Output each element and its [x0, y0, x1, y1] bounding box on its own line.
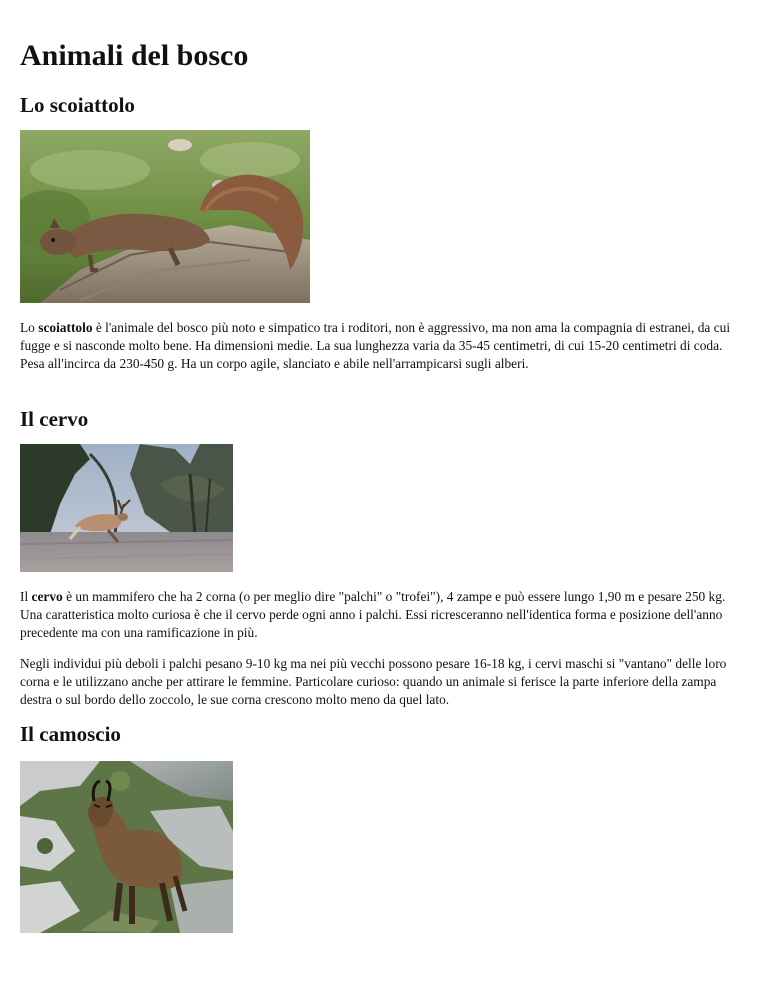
paragraph-cervo-2: Negli individui più deboli i palchi pesano 9-10 kg ma nei più vecchi possono pesare 16-18 kg, i cervi maschi si "vantano" delle loro corna e le utilizzano anche per attirare le femmine. Particolare curioso: quando un animale si ferisce la parte inferiore della zampa destra o sul bordo dello zoccolo, le sue corna crescono molto meno da quel lato. — [20, 656, 727, 707]
paragraph-scoiattolo-body: è l'animale del bosco più noto e simpatico tra i roditori, non è aggressivo, ma non ama la compagnia di estranei, da cui fugge e si nasconde molto bene. Ha dimensioni medie. La sua lunghezza varia da 35-45 centimetri, di cui 15-20 centimetri di coda. Pesa all'incirca da 230-450 g. Ha un corpo agile, slanciato e abile nell'arrampicarsi sugli alberi. — [20, 320, 731, 371]
section-heading-scoiattolo: Lo scoiattolo — [20, 93, 135, 117]
paragraph-cervo-1 — [20, 588, 746, 642]
section-heading-camoscio: Il camoscio — [20, 722, 121, 746]
page-title: Animali del bosco — [20, 39, 249, 72]
paragraph-scoiattolo-lead: Lo — [20, 320, 39, 335]
paragraph-cervo-lead: Il — [20, 589, 32, 604]
paragraph-cervo-body: è un mammifero che ha 2 corna (o per meglio dire "palchi" o "trofei"), 4 zampe e può essere lungo 1,90 m e pesare 250 kg. Una caratteristica molto curiosa è che il cervo perde ogni anno i palchi. Essi ricresceranno nell'identica forma e posizione dell'anno precedente ma con una ramificazione in più. — [20, 589, 726, 640]
chamois-photo — [20, 761, 233, 933]
paragraph-scoiattolo — [20, 319, 746, 373]
section-heading-cervo: Il cervo — [20, 407, 89, 431]
keyword-cervo: cervo — [31, 589, 63, 604]
deer-photo — [20, 444, 233, 572]
keyword-scoiattolo: scoiattolo — [38, 320, 93, 335]
squirrel-photo — [20, 130, 310, 303]
